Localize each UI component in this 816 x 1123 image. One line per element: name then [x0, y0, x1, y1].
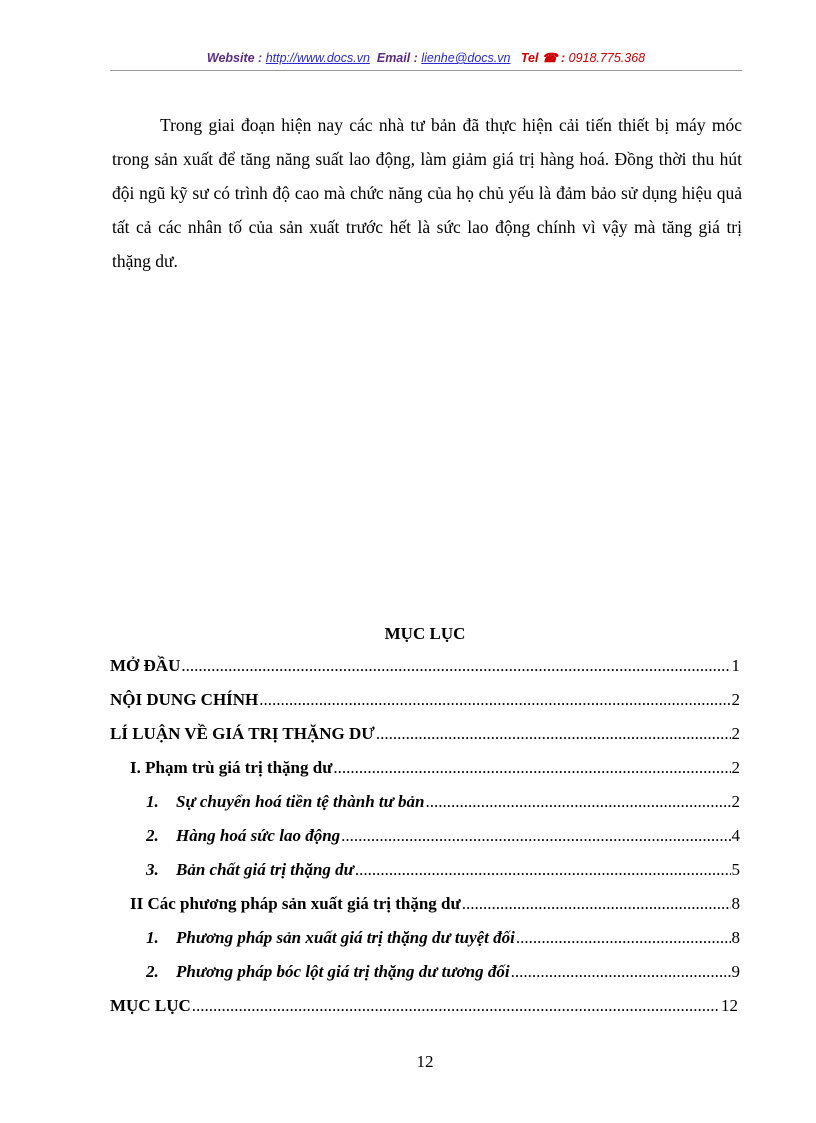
- email-link[interactable]: lienhe@docs.vn: [421, 51, 511, 65]
- website-link[interactable]: http://www.docs.vn: [265, 51, 370, 65]
- body-paragraph: Trong giai đoạn hiện nay các nhà tư bản đã thực hiện cải tiến thiết bị máy móc trong sản xuất để tăng năng suất lao động, làm giảm giá trị hàng hoá. Đồng thời thu hút đội ngũ kỹ sư có trình độ cao mà chức năng của họ chủ yếu là đảm bảo sử dụng hiệu quả tất cả các nhân tố của sản xuất trước hết là sức lao động chính vì vậy mà tăng giá trị thặng dư.: [112, 115, 742, 271]
- toc-entry-section-1-2[interactable]: [110, 826, 740, 860]
- toc-entry-number: 2.: [146, 826, 159, 845]
- toc-entry-number: 3.: [146, 860, 159, 879]
- toc-page-number: 2: [731, 690, 740, 709]
- toc-entry-label: MỤC LỤC: [110, 996, 191, 1015]
- toc-entry-number: 2.: [146, 962, 159, 981]
- toc-entry-section-2-2[interactable]: [110, 962, 740, 996]
- toc-leader-dots: [355, 860, 731, 880]
- phone-label: Tel ☎ :: [520, 51, 569, 65]
- page-header: [110, 50, 742, 65]
- email-label: Email :: [376, 51, 422, 65]
- toc-entry-label: I. Phạm trù giá trị thặng dư: [130, 758, 333, 777]
- toc-entry-section-2-1[interactable]: [110, 928, 740, 962]
- toc-leader-dots: [181, 656, 730, 676]
- toc-entry-label: Hàng hoá sức lao động: [176, 826, 341, 845]
- toc-page-number: 1: [731, 656, 740, 675]
- toc-page-number: 2: [731, 758, 740, 777]
- toc-entry-label: Sự chuyển hoá tiền tệ thành tư bản: [176, 792, 425, 811]
- table-of-contents: [110, 656, 740, 1030]
- toc-leader-dots: [511, 962, 731, 982]
- toc-entry-label: MỞ ĐẦU: [110, 656, 181, 675]
- header-divider: [110, 70, 742, 71]
- toc-page-number: 2: [731, 724, 740, 743]
- toc-entry-label: II Các phương pháp sản xuất giá trị thặng dư: [130, 894, 461, 913]
- toc-leader-dots: [516, 928, 731, 948]
- toc-entry-label: Phương pháp sản xuất giá trị thặng dư tuyệt đối: [176, 928, 515, 947]
- toc-page-number: 8: [731, 894, 740, 913]
- phone-number: 0918.775.368: [568, 51, 646, 65]
- toc-entry-number: 1.: [146, 928, 159, 947]
- toc-entry-label: LÍ LUẬN VỀ GIÁ TRỊ THẶNG DƯ: [110, 724, 375, 743]
- toc-leader-dots: [333, 758, 730, 778]
- toc-entry-noi-dung-chinh[interactable]: [110, 690, 740, 724]
- toc-page-number: 5: [731, 860, 740, 879]
- website-label: Website :: [206, 51, 266, 65]
- toc-page-number: 4: [731, 826, 740, 845]
- toc-entry-muc-luc[interactable]: [110, 996, 738, 1030]
- toc-leader-dots: [192, 996, 720, 1016]
- toc-leader-dots: [462, 894, 731, 914]
- toc-entry-section-1-1[interactable]: [110, 792, 740, 826]
- toc-page-number: 12: [721, 996, 738, 1015]
- toc-entry-section-2[interactable]: [110, 894, 740, 928]
- toc-page-number: 9: [731, 962, 740, 981]
- page-number: 12: [416, 1052, 434, 1071]
- toc-leader-dots: [376, 724, 731, 744]
- toc-leader-dots: [426, 792, 731, 812]
- toc-title: MỤC LỤC: [384, 624, 466, 643]
- toc-entry-label: Phương pháp bóc lột giá trị thặng dư tương đối: [176, 962, 510, 981]
- toc-entry-li-luan[interactable]: [110, 724, 740, 758]
- toc-entry-section-1-3[interactable]: [110, 860, 740, 894]
- toc-entry-mo-dau[interactable]: [110, 656, 740, 690]
- toc-entry-section-1[interactable]: [110, 758, 740, 792]
- toc-leader-dots: [341, 826, 730, 846]
- toc-page-number: 8: [731, 928, 740, 947]
- toc-entry-number: 1.: [146, 792, 159, 811]
- toc-entry-label: NỘI DUNG CHÍNH: [110, 690, 259, 709]
- toc-leader-dots: [259, 690, 730, 710]
- body-text: [112, 108, 742, 278]
- toc-page-number: 2: [731, 792, 740, 811]
- toc-entry-label: Bản chất giá trị thặng dư: [176, 860, 354, 879]
